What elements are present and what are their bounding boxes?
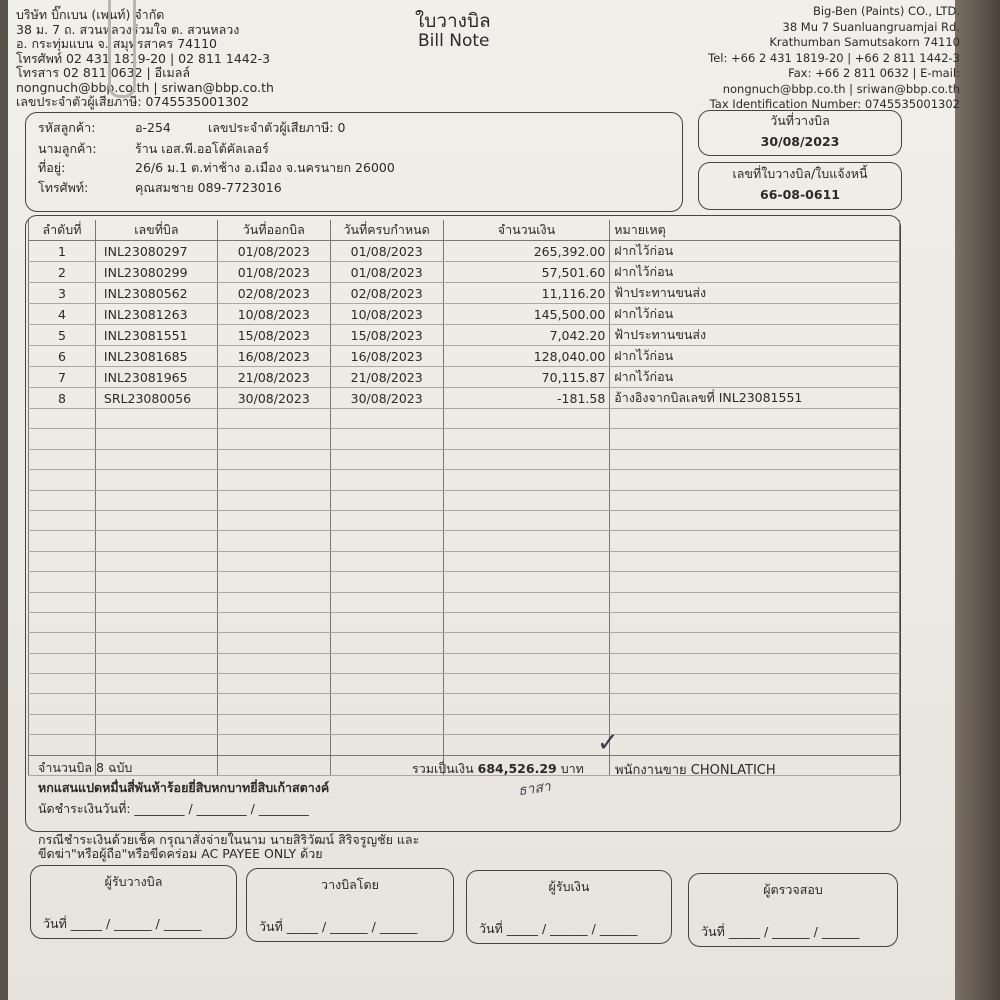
cell-seq: 2 (29, 262, 96, 283)
cell-issue-date (217, 449, 330, 469)
cell-remark (610, 612, 900, 632)
table-row-empty (29, 429, 900, 449)
cell-remark (610, 531, 900, 551)
handwritten-signature (517, 776, 553, 802)
cell-amount: 265,392.00 (443, 241, 610, 262)
table-row-empty (29, 409, 900, 429)
cell-amount (443, 531, 610, 551)
table-row-empty (29, 612, 900, 632)
cell-remark (610, 551, 900, 571)
signature-date-biller: วันที่ _____ / ______ / ______ (259, 919, 418, 934)
cell-bill-no (95, 510, 217, 530)
cell-due-date (330, 510, 443, 530)
company-address-thai-2: อ. กระทุ่มแบน จ. สมุทรสาคร 74110 (16, 36, 217, 51)
check-mark-total: ✓ (597, 728, 619, 758)
cell-seq (29, 449, 96, 469)
cell-amount (443, 612, 610, 632)
signature-label-payee: ผู้รับเงิน (548, 879, 590, 894)
bill-count: จำนวนบิล 8 ฉบับ (38, 760, 133, 775)
cell-remark: ฝากไว้ก่อน (610, 262, 900, 283)
table-row (29, 346, 900, 367)
company-header-thai (16, 8, 274, 110)
cell-bill-no: INL23081263 (95, 304, 217, 325)
signature-date-receiver: วันที่ _____ / ______ / ______ (43, 916, 202, 931)
cell-remark: ฝากไว้ก่อน (610, 241, 900, 262)
cell-issue-date (217, 470, 330, 490)
cell-seq (29, 674, 96, 694)
header-issue-date: วันที่ออกบิล (217, 220, 330, 241)
company-phone-thai: โทรศัพท์ 02 431 1819-20 | 02 811 1442-3 (16, 50, 271, 66)
table-row-empty (29, 694, 900, 714)
table-row (29, 304, 900, 325)
cell-amount (443, 470, 610, 490)
company-name-english: Big-Ben (Paints) CO., LTD. (812, 4, 960, 18)
cell-due-date: 01/08/2023 (330, 262, 443, 283)
payment-note-line-1: กรณีชำระเงินด้วยเช็ค กรุณาสั่งจ่ายในนาม นายสิริวัฒน์ สิริจรูญชัย และ (38, 832, 420, 847)
cell-issue-date (217, 674, 330, 694)
cell-issue-date: 01/08/2023 (217, 241, 330, 262)
cell-remark (610, 674, 900, 694)
total-amount (412, 762, 584, 776)
signature-box-inspector (688, 873, 898, 947)
cell-remark (610, 592, 900, 612)
cell-amount (443, 674, 610, 694)
cell-amount (443, 409, 610, 429)
table-row-empty (29, 674, 900, 694)
cell-issue-date: 21/08/2023 (217, 367, 330, 388)
cell-remark (610, 714, 900, 734)
cell-due-date (330, 694, 443, 714)
company-address-english-2: Krathumban Samutsakorn 74110 (769, 35, 960, 49)
cell-due-date: 16/08/2023 (330, 346, 443, 367)
cell-remark (610, 653, 900, 673)
cell-bill-no: INL23080562 (95, 283, 217, 304)
customer-tax-id: เลขประจำตัวผู้เสียภาษี: 0 (208, 120, 346, 135)
cell-seq (29, 572, 96, 592)
company-name-thai: บริษัท บิ๊กเบน (เพนท์) จำกัด (16, 7, 165, 22)
cell-remark (610, 449, 900, 469)
cell-issue-date (217, 633, 330, 653)
cell-issue-date (217, 755, 330, 775)
customer-code-label: รหัสลูกค้า: (38, 120, 96, 135)
cell-issue-date: 10/08/2023 (217, 304, 330, 325)
cell-issue-date (217, 409, 330, 429)
table-row (29, 388, 900, 409)
cell-due-date: 01/08/2023 (330, 241, 443, 262)
cell-remark (610, 694, 900, 714)
total-value: 684,526.29 (477, 761, 557, 776)
cell-bill-no (95, 470, 217, 490)
table-row-empty (29, 449, 900, 469)
table-row-empty (29, 633, 900, 653)
cell-seq: 1 (29, 241, 96, 262)
table-row-empty (29, 470, 900, 490)
cell-issue-date (217, 429, 330, 449)
cell-amount (443, 449, 610, 469)
cell-issue-date: 16/08/2023 (217, 346, 330, 367)
cell-seq (29, 551, 96, 571)
cell-issue-date (217, 694, 330, 714)
cell-seq (29, 714, 96, 734)
cell-bill-no (95, 409, 217, 429)
customer-name: ร้าน เอส.พี.ออโต้คัลเลอร์ (135, 141, 269, 156)
cell-bill-no (95, 429, 217, 449)
cell-seq: 7 (29, 367, 96, 388)
customer-code: อ-254 (135, 120, 171, 135)
cell-bill-no: SRL23080056 (95, 388, 217, 409)
signature-label-receiver: ผู้รับวางบิล (104, 874, 163, 889)
cell-seq (29, 694, 96, 714)
cell-issue-date: 30/08/2023 (217, 388, 330, 409)
cell-issue-date (217, 572, 330, 592)
cell-remark: อ้างอิงจากบิลเลขที่ INL23081551 (610, 388, 900, 409)
table-row-empty (29, 653, 900, 673)
cell-seq: 5 (29, 325, 96, 346)
company-tax-thai: เลขประจำตัวผู้เสียภาษี: 0745535001302 (16, 94, 249, 109)
cell-issue-date: 15/08/2023 (217, 325, 330, 346)
table-row-empty (29, 490, 900, 510)
table-row-empty (29, 551, 900, 571)
cell-issue-date (217, 592, 330, 612)
cell-due-date (330, 674, 443, 694)
cell-amount (443, 510, 610, 530)
cell-issue-date (217, 551, 330, 571)
cell-seq (29, 470, 96, 490)
signature-date-inspector: วันที่ _____ / ______ / ______ (701, 924, 860, 939)
cell-seq: 6 (29, 346, 96, 367)
cell-bill-no (95, 490, 217, 510)
cell-bill-no: INL23081965 (95, 367, 217, 388)
cell-seq (29, 653, 96, 673)
company-header-english (708, 4, 960, 113)
handwritten-signature-text: ธาสา (517, 778, 552, 800)
table-row (29, 262, 900, 283)
signature-label-inspector: ผู้ตรวจสอบ (763, 882, 823, 897)
cell-amount: 57,501.60 (443, 262, 610, 283)
bill-number-label: เลขที่ใบวางบิล/ใบแจ้งหนี้ (732, 166, 868, 181)
cell-amount (443, 694, 610, 714)
table-row-empty (29, 592, 900, 612)
company-phone-english: Tel: +66 2 431 1819-20 | +66 2 811 1442-3 (708, 50, 960, 65)
cell-remark (610, 429, 900, 449)
cell-seq (29, 510, 96, 530)
table-row (29, 283, 900, 304)
cell-bill-no (95, 592, 217, 612)
cell-amount (443, 714, 610, 734)
cell-issue-date (217, 490, 330, 510)
cell-amount: 128,040.00 (443, 346, 610, 367)
cell-due-date: 02/08/2023 (330, 283, 443, 304)
cell-bill-no (95, 612, 217, 632)
cell-remark (610, 572, 900, 592)
cell-issue-date (217, 653, 330, 673)
cell-amount (443, 735, 610, 755)
header-seq: ลำดับที่ (29, 220, 96, 241)
cell-due-date (330, 409, 443, 429)
table-row (29, 325, 900, 346)
table-row-empty (29, 714, 900, 734)
cell-issue-date (217, 714, 330, 734)
cell-issue-date (217, 612, 330, 632)
cell-due-date (330, 714, 443, 734)
cell-bill-no (95, 714, 217, 734)
payment-note-line-2: ขีดฆ่า"หรือผู้ถือ"หรือขีดคร่อม AC PAYEE ONLY ด้วย (38, 846, 323, 861)
cell-amount (443, 633, 610, 653)
cell-remark (610, 409, 900, 429)
cell-bill-no: INL23080299 (95, 262, 217, 283)
cell-due-date (330, 449, 443, 469)
cell-seq: 8 (29, 388, 96, 409)
header-due-date: วันที่ครบกำหนด (330, 220, 443, 241)
cell-seq (29, 735, 96, 755)
cell-bill-no (95, 674, 217, 694)
cell-seq: 3 (29, 283, 96, 304)
cell-remark (610, 633, 900, 653)
cell-bill-no (95, 694, 217, 714)
cell-due-date (330, 490, 443, 510)
cell-seq (29, 429, 96, 449)
cell-amount: 145,500.00 (443, 304, 610, 325)
cell-bill-no: INL23081551 (95, 325, 217, 346)
cell-bill-no: INL23081685 (95, 346, 217, 367)
cell-due-date (330, 429, 443, 449)
table-row-empty (29, 531, 900, 551)
cell-due-date (330, 531, 443, 551)
cell-amount (443, 572, 610, 592)
company-fax-english: Fax: +66 2 811 0632 | E-mail: (788, 66, 960, 80)
cell-due-date (330, 592, 443, 612)
cell-bill-no (95, 572, 217, 592)
cell-due-date (330, 572, 443, 592)
cell-amount (443, 429, 610, 449)
company-fax-thai: โทรสาร 02 811 0632 | อีเมลล์ (16, 65, 191, 80)
bill-date-value: 30/08/2023 (760, 134, 840, 149)
cell-amount (443, 490, 610, 510)
cell-remark: ฟ้าประทานขนส่ง (610, 325, 900, 346)
cell-amount (443, 653, 610, 673)
table-row-empty (29, 735, 900, 755)
cell-remark: ฟ้าประทานขนส่ง (610, 283, 900, 304)
bill-number-value: 66-08-0611 (760, 187, 840, 202)
background-surface (955, 0, 1000, 1000)
bill-date-label: วันที่วางบิล (770, 113, 830, 128)
cell-seq (29, 409, 96, 429)
signature-box-receiver (30, 865, 237, 939)
cell-issue-date (217, 735, 330, 755)
total-suffix: บาท (560, 761, 584, 776)
cell-due-date: 10/08/2023 (330, 304, 443, 325)
cell-bill-no (95, 551, 217, 571)
cell-due-date: 21/08/2023 (330, 367, 443, 388)
cell-amount: 11,116.20 (443, 283, 610, 304)
cell-bill-no (95, 633, 217, 653)
cell-due-date (330, 470, 443, 490)
company-tax-english: Tax Identification Number: 0745535001302 (709, 97, 960, 111)
company-address-thai-1: 38 ม. 7 ถ. สวนหลวงร่วมใจ ต. สวนหลวง (16, 21, 240, 37)
cell-remark: ฝากไว้ก่อน (610, 346, 900, 367)
customer-phone: คุณสมชาย 089-7723016 (135, 180, 282, 195)
cell-remark (610, 470, 900, 490)
table-row (29, 367, 900, 388)
cell-amount (443, 592, 610, 612)
header-bill-no: เลขที่บิล (95, 220, 217, 241)
company-email-english: nongnuch@bbp.co.th | sriwan@bbp.co.th (722, 81, 960, 96)
cell-bill-no (95, 449, 217, 469)
table-row (29, 241, 900, 262)
summary-top-line (28, 755, 900, 756)
customer-address-label: ที่อยู่: (38, 160, 66, 175)
cell-due-date (330, 735, 443, 755)
cell-remark (610, 510, 900, 530)
cell-seq (29, 612, 96, 632)
cell-amount (443, 551, 610, 571)
cell-issue-date: 02/08/2023 (217, 283, 330, 304)
document-title-thai: ใบวางบิล (415, 10, 491, 32)
cell-bill-no: INL23080297 (95, 241, 217, 262)
company-address-english-1: 38 Mu 7 Suanluangruamjai Rd. (782, 19, 960, 34)
cell-due-date (330, 653, 443, 673)
cell-issue-date (217, 510, 330, 530)
cell-seq (29, 592, 96, 612)
salesperson: พนักงานขาย CHONLATICH (615, 763, 776, 778)
cell-bill-no (95, 653, 217, 673)
total-prefix: รวมเป็นเงิน (412, 761, 474, 776)
cell-issue-date (217, 531, 330, 551)
document-title-english: Bill Note (418, 31, 490, 51)
cell-bill-no (95, 531, 217, 551)
cell-bill-no (95, 735, 217, 755)
table-header-row (29, 220, 900, 241)
cell-amount: -181.58 (443, 388, 610, 409)
signature-label-biller: วางบิลโดย (321, 877, 379, 892)
cell-due-date (330, 551, 443, 571)
cell-remark (610, 490, 900, 510)
cell-amount: 7,042.20 (443, 325, 610, 346)
table-row-empty (29, 510, 900, 530)
signature-box-biller (246, 868, 454, 942)
cell-seq (29, 490, 96, 510)
cell-seq (29, 531, 96, 551)
customer-phone-label: โทรศัพท์: (38, 180, 89, 195)
cell-seq (29, 633, 96, 653)
cell-due-date: 15/08/2023 (330, 325, 443, 346)
paper-clip (108, 0, 136, 98)
cell-remark (610, 735, 900, 755)
signature-date-payee: วันที่ _____ / ______ / ______ (479, 921, 638, 936)
customer-name-label: นามลูกค้า: (38, 141, 97, 156)
header-amount: จำนวนเงิน (443, 220, 610, 241)
cell-due-date (330, 612, 443, 632)
company-email-thai: nongnuch@bbp.co.th | sriwan@bbp.co.th (16, 79, 274, 95)
cell-remark: ฝากไว้ก่อน (610, 304, 900, 325)
cell-due-date (330, 633, 443, 653)
table-row-empty (29, 572, 900, 592)
signature-box-payee (466, 870, 672, 944)
items-table (28, 220, 900, 776)
cell-amount: 70,115.87 (443, 367, 610, 388)
customer-address: 26/6 ม.1 ต.ท่าช้าง อ.เมือง จ.นครนายก 26000 (135, 160, 395, 175)
cell-remark: ฝากไว้ก่อน (610, 367, 900, 388)
cell-issue-date: 01/08/2023 (217, 262, 330, 283)
cell-due-date: 30/08/2023 (330, 388, 443, 409)
header-remark: หมายเหตุ (610, 220, 900, 241)
payment-appointment: นัดชำระเงินวันที่: ________ / ________ / ________ (38, 801, 309, 816)
cell-seq: 4 (29, 304, 96, 325)
amount-in-words: หกแสนแปดหมื่นสี่พันห้าร้อยยี่สิบหกบาทยี่สิบเก้าสตางค์ (38, 780, 330, 795)
